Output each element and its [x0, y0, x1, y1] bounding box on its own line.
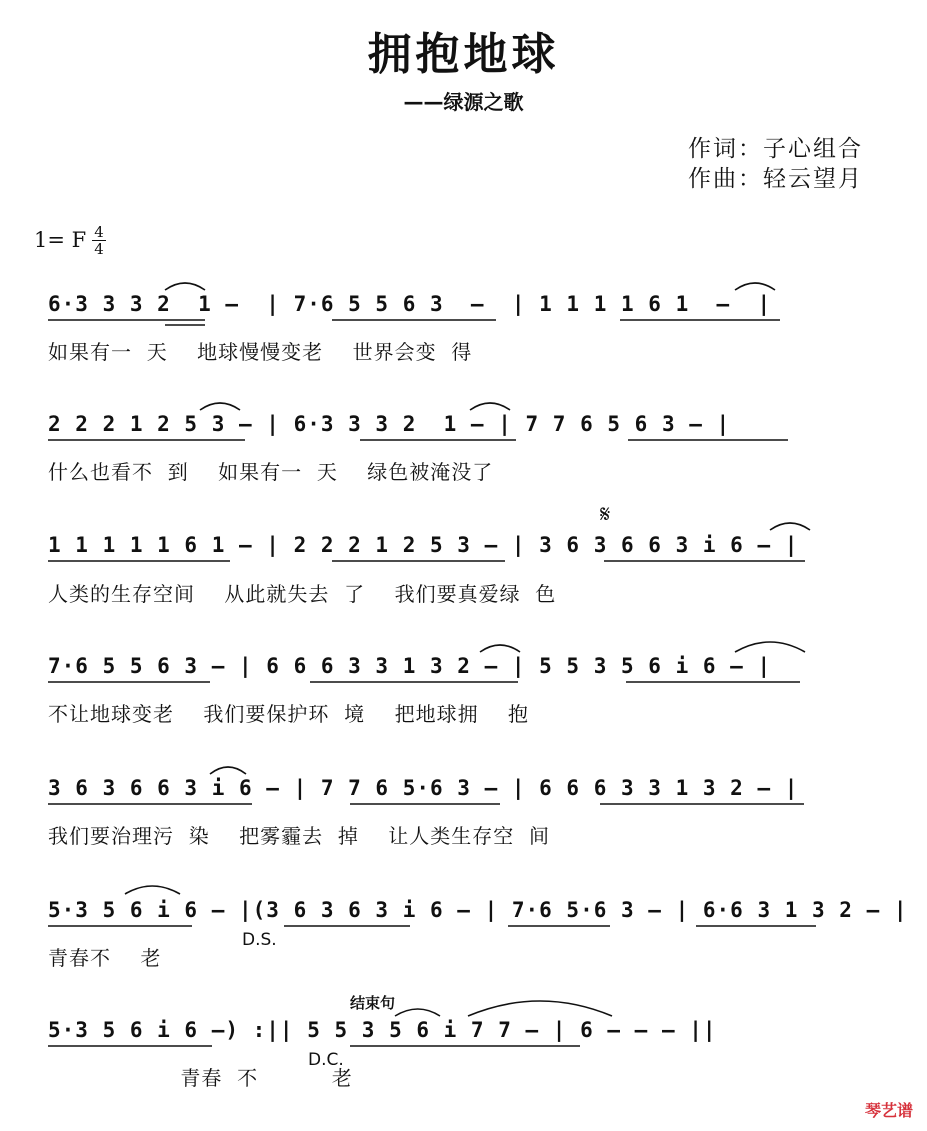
time-signature: [92, 224, 106, 257]
lyrics-line-1: 如果有一 天 地球慢慢变老 世界会变 得: [48, 340, 473, 364]
notes-line-6: 5·3 5 6 i 6 – |(3 6 3 6 3 i 6 – | 7·6 5·6 3 – | 6·6 3 1 3 2 – |: [48, 898, 908, 922]
segno-mark: 𝄋: [600, 500, 611, 528]
lyrics-line-3: 人类的生存空间 从此就失去 了 我们要真爱绿 色: [48, 582, 557, 606]
meter-bottom: 4: [94, 240, 104, 258]
lyrics-line-4: 不让地球变老 我们要保护环 境 把地球拥 抱: [48, 702, 530, 726]
key-signature: 1= F: [34, 228, 87, 252]
ending-label: 结束句: [350, 994, 396, 1012]
notes-line-2: 2 2 2 1 2 5 3 – | 6·3 3 3 2 1 – | 7 7 6 5 6 3 – |: [48, 412, 731, 436]
page-title: 拥抱地球: [367, 29, 560, 80]
notes-line-4: 7·6 5 5 6 3 – | 6 6 6 3 3 1 3 2 – | 5 5 3 5 6 i 6 – |: [48, 654, 772, 678]
lyrics-line-6: 青春不 老: [48, 946, 162, 970]
lyricist-credit: 作词：子心组合: [688, 136, 863, 162]
notes-line-1: 6·3 3 3 2 1 – | 7·6 5 5 6 3 – | 1 1 1 1 6 1 – |: [48, 292, 772, 316]
lyrics-line-5: 我们要治理污 染 把雾霾去 掉 让人类生存空 间: [48, 824, 551, 848]
notes-line-3: 1 1 1 1 1 6 1 – | 2 2 2 1 2 5 3 – | 3 6 3 6 6 3 i 6 – |: [48, 533, 799, 557]
composer-credit: 作曲：轻云望月: [688, 166, 863, 192]
meter-top: 4: [94, 223, 104, 241]
site-watermark: 琴艺谱: [864, 1101, 913, 1120]
notes-line-5: 3 6 3 6 6 3 i 6 – | 7 7 6 5·6 3 – | 6 6 6 3 3 1 3 2 – |: [48, 776, 799, 800]
dc-mark: D.C.: [308, 1050, 344, 1070]
lyrics-line-2: 什么也看不 到 如果有一 天 绿色被淹没了: [48, 460, 494, 484]
page-subtitle: ——绿源之歌: [403, 90, 524, 114]
ds-mark: D.S.: [242, 930, 277, 950]
lyrics-line-7: 青春 不 老: [48, 1066, 353, 1090]
notes-line-7: 5·3 5 6 i 6 –) :|| 5 5 3 5 6 i 7 7 – | 6 – – – ||: [48, 1018, 717, 1042]
